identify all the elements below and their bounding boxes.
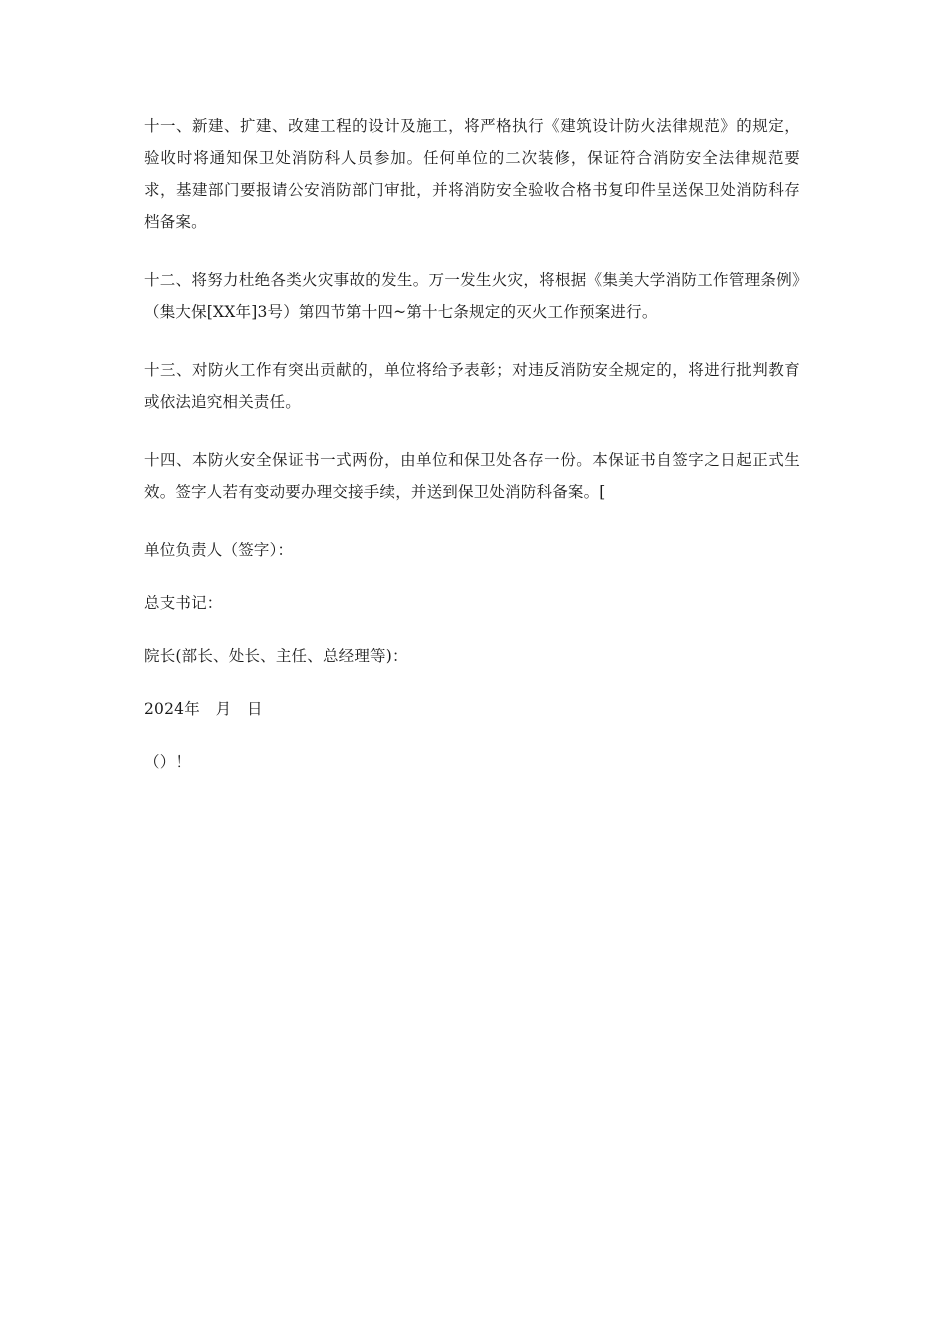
dean-signature-line: 院长(部长、处长、主任、总经理等)：: [144, 647, 408, 665]
trailing-text: （）！: [144, 753, 192, 771]
paragraph-13: 十三、对防火工作有突出贡献的，单位将给予表彰；对违反消防安全规定的，将进行批判教育或依法追究相关责任。: [144, 361, 800, 411]
date-line: 2024年 月 日: [144, 700, 263, 718]
paragraph-12: 十二、将努力杜绝各类火灾事故的发生。万一发生火灾，将根据《集美大学消防工作管理条例》（集大保[XX年]3号）第四节第十四~第十七条规定的灭火工作预案进行。: [144, 271, 800, 321]
paragraph-11: 十一、新建、扩建、改建工程的设计及施工，将严格执行《建筑设计防火法律规范》的规定，验收时将通知保卫处消防科人员参加。任何单位的二次装修，保证符合消防安全法律规范要求，基建部门要报请公安消防部门审批，并将消防安全验收合格书复印件呈送保卫处消防科存档备案。: [144, 117, 800, 231]
branch-secretary-line: 总支书记：: [144, 594, 223, 612]
paragraph-14: 十四、本防火安全保证书一式两份，由单位和保卫处各存一份。本保证书自签字之日起正式生效。签字人若有变动要办理交接手续，并送到保卫处消防科备案。[: [144, 451, 800, 501]
unit-head-signature-line: 单位负责人（签字）：: [144, 541, 294, 559]
document-page: [144, 110, 800, 799]
